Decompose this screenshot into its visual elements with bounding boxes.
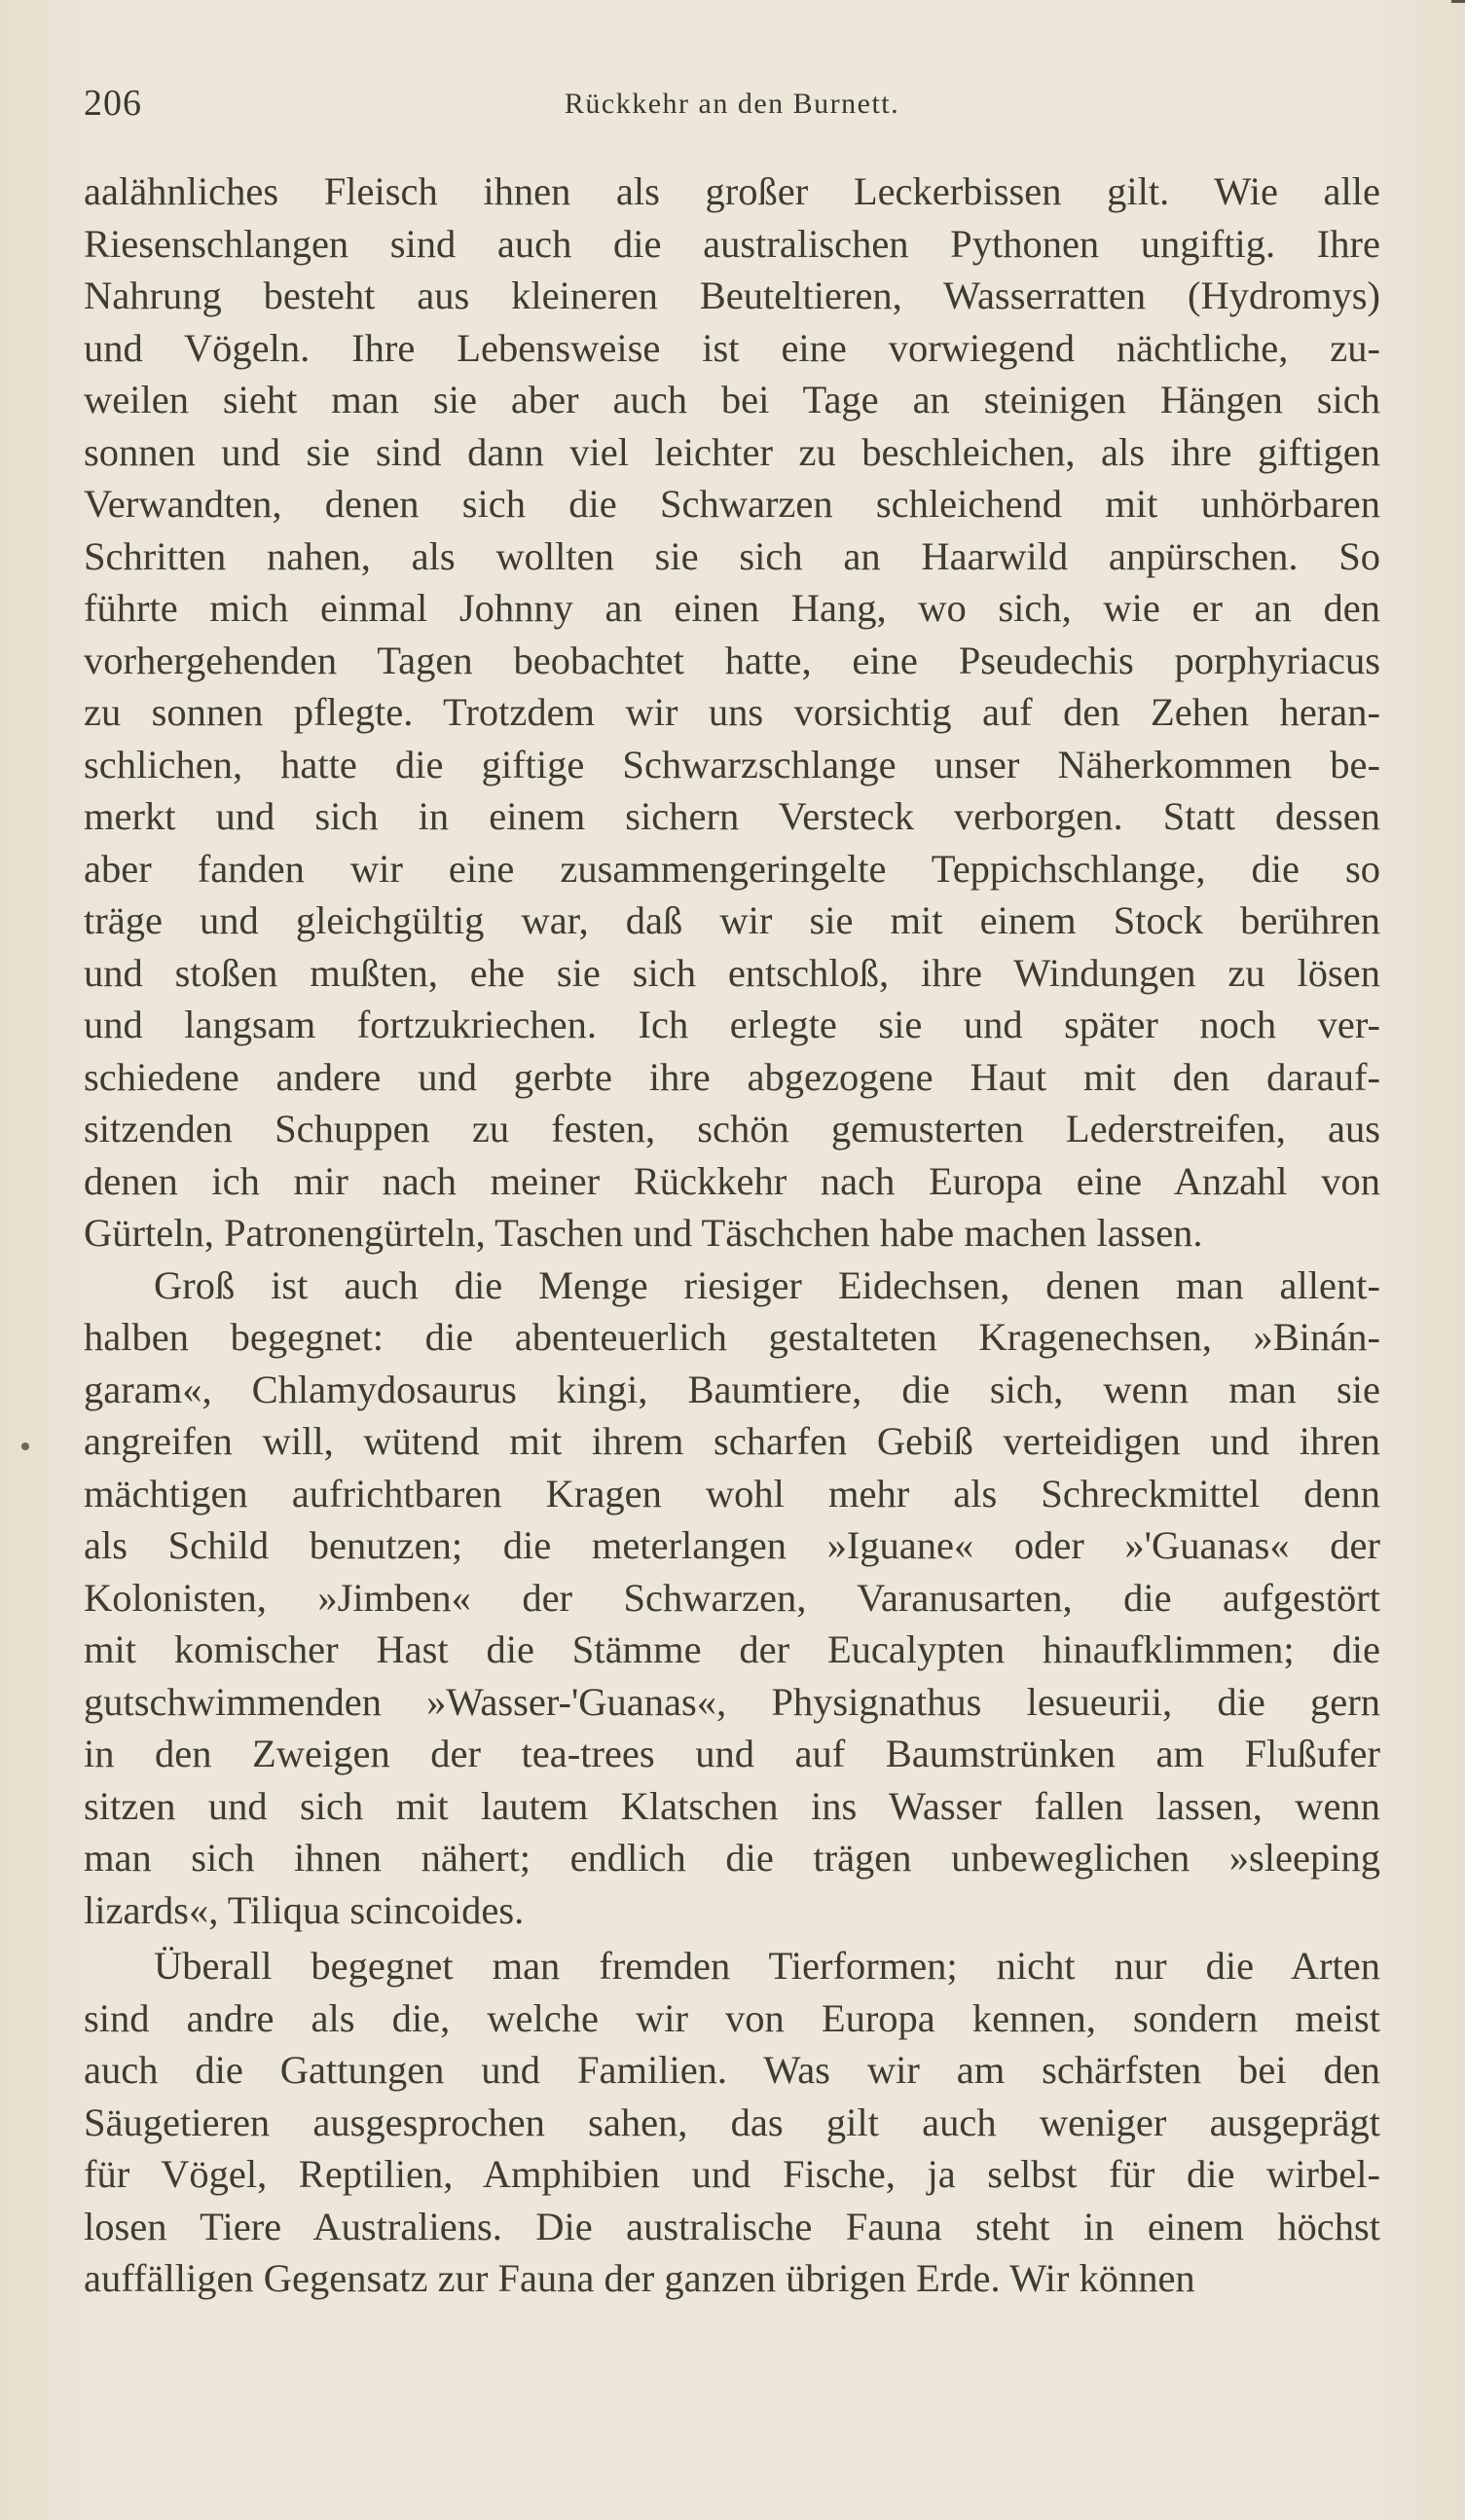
text-line: sind andre als die, welche wir von Europa kennen, sondern meist — [84, 1995, 1380, 2040]
paragraph-snakes — [84, 165, 1380, 1260]
text-line: garam«, Chlamydosaurus kingi, Baumtiere, die sich, wenn man sie — [84, 1367, 1380, 1411]
text-line: schiedene andere und gerbte ihre abgezogene Haut mit den darauf- — [84, 1054, 1380, 1099]
text-line: lizards«, Tiliqua scincoides. — [84, 1887, 525, 1932]
text-line: und langsam fortzukriechen. Ich erlegte sie und später noch ver- — [84, 1003, 1380, 1046]
text-line: und stoßen mußten, ehe sie sich entschloß, ihre Windungen zu lösen — [84, 950, 1380, 995]
text-line: träge und gleichgültig war, daß wir sie mit einem Stock berühren — [84, 898, 1380, 942]
text-line: halben begegnet: die abenteuerlich gestalteten Kragenechsen, »Binán- — [84, 1315, 1380, 1359]
text-line: Verwandten, denen sich die Schwarzen schleichend mit unhörbaren — [84, 482, 1380, 526]
page-corner-mark — [1451, 0, 1465, 3]
text-line: Riesenschlangen sind auch die australischen Pythonen ungiftig. Ihre — [84, 221, 1380, 266]
text-line: sitzenden Schuppen zu festen, schön gemusterten Lederstreifen, aus — [84, 1107, 1380, 1150]
text-line: weilen sieht man sie aber auch bei Tage an steinigen Hängen sich — [84, 378, 1380, 421]
text-line: gutschwimmenden »Wasser-'Guanas«, Physignathus lesueurii, die gern — [84, 1679, 1380, 1724]
paragraph-fauna — [84, 1940, 1380, 2305]
text-line: Säugetieren ausgesprochen sahen, das gilt auch weniger ausgeprägt — [84, 2100, 1380, 2144]
text-line: und Vögeln. Ihre Lebensweise ist eine vorwiegend nächtliche, zu- — [84, 325, 1380, 370]
text-line: zu sonnen pflegte. Trotzdem wir uns vorsichtig auf den Zehen heran- — [84, 690, 1380, 734]
text-line: aber fanden wir eine zusammengeringelte Teppichschlange, die so — [84, 846, 1380, 891]
text-line: Nahrung besteht aus kleineren Beuteltieren, Wasserratten (Hydromys) — [84, 274, 1380, 317]
text-line: denen ich mir nach meiner Rückkehr nach Europa eine Anzahl von — [84, 1158, 1380, 1203]
text-line: auffälligen Gegensatz zur Fauna der ganzen übrigen Erde. Wir können — [84, 2256, 1195, 2300]
text-line: merkt und sich in einem sichern Versteck verborgen. Statt dessen — [84, 794, 1380, 838]
text-line: aalähnliches Fleisch ihnen als großer Leckerbissen gilt. Wie alle — [84, 169, 1380, 213]
text-line: losen Tiere Australiens. Die australische Fauna steht in einem höchst — [84, 2204, 1380, 2248]
paragraph-lizards — [84, 1260, 1380, 1937]
text-line: Überall begegnet man fremden Tierformen; nicht nur die Arten — [154, 1944, 1380, 1988]
page-header — [84, 82, 1380, 136]
text-line: in den Zweigen der tea-trees und auf Baumstrünken am Flußufer — [84, 1732, 1380, 1775]
text-line: auch die Gattungen und Familien. Was wir am schärfsten bei den — [84, 2048, 1380, 2092]
text-line: sitzen und sich mit lautem Klatschen ins Wasser fallen lassen, wenn — [84, 1783, 1380, 1828]
text-line: für Vögel, Reptilien, Amphibien und Fische, ja selbst für die wirbel- — [84, 2152, 1380, 2196]
text-line: man sich ihnen nähert; endlich die trägen unbeweglichen »sleeping — [84, 1836, 1380, 1880]
text-line: vorhergehenden Tagen beobachtet hatte, eine Pseudechis porphyriacus — [84, 638, 1380, 682]
text-line: sonnen und sie sind dann viel leichter zu beschleichen, als ihre giftigen — [84, 429, 1380, 474]
text-line: Kolonisten, »Jimben« der Schwarzen, Varanusarten, die aufgestört — [84, 1575, 1380, 1620]
text-line: Groß ist auch die Menge riesiger Eidechsen, denen man allent- — [154, 1262, 1380, 1307]
body-text — [84, 165, 1380, 2305]
running-head: Rückkehr an den Burnett. — [564, 88, 900, 120]
page-number: 206 — [84, 83, 142, 124]
text-line: mächtigen aufrichtbaren Kragen wohl mehr als Schreckmittel denn — [84, 1471, 1380, 1516]
margin-dot-mark — [21, 1443, 29, 1450]
text-line: Gürteln, Patronengürteln, Taschen und Täschchen habe machen lassen. — [84, 1211, 1203, 1255]
text-line: als Schild benutzen; die meterlangen »Iguane« oder »'Guanas« der — [84, 1523, 1380, 1567]
text-line: schlichen, hatte die giftige Schwarzschlange unser Näherkommen be- — [84, 742, 1380, 786]
text-line: Schritten nahen, als wollten sie sich an Haarwild anpürschen. So — [84, 533, 1380, 578]
text-line: mit komischer Hast die Stämme der Eucalypten hinaufklimmen; die — [84, 1627, 1380, 1671]
text-line: führte mich einmal Johnny an einen Hang, wo sich, wie er an den — [84, 586, 1380, 630]
text-line: angreifen will, wütend mit ihrem scharfen Gebiß verteidigen und ihren — [84, 1419, 1380, 1463]
